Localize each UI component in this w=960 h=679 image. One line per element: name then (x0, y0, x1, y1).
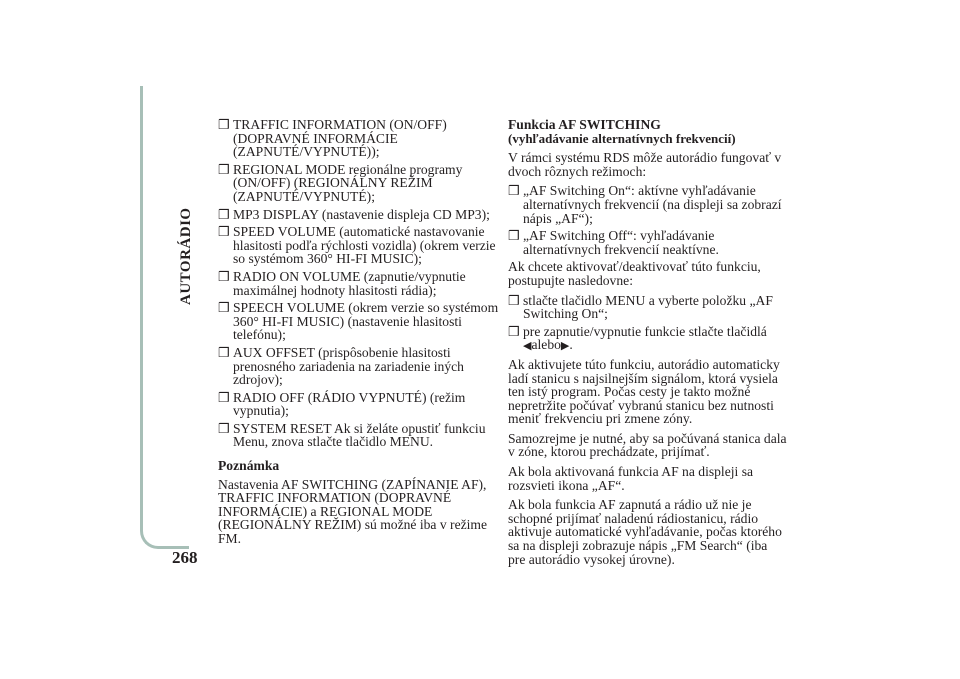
list-item (218, 301, 500, 342)
body-paragraph: Samozrejme je nutné, aby sa počúvaná stanica dala v zóne, ktorou prechádzate, prijímať. (508, 430, 787, 460)
list-item (218, 346, 500, 387)
note-text: Nastavenia AF SWITCHING (ZAPÍNANIE AF), TRAFFIC INFORMATION (DOPRAVNÉ INFORMÁCIE) a REGIONAL MODE (REGIONÁLNY REŽIM) sú možné iba v režime FM. (218, 476, 488, 547)
left-column (218, 118, 500, 552)
arrow-right-icon: ▶ (560, 340, 570, 353)
list-item (218, 208, 500, 222)
checkbox-bullet-icon: ❒ (218, 161, 230, 177)
section-sidebar-frame (140, 110, 189, 549)
arrow-or-text: alebo (531, 337, 561, 353)
list-item (218, 118, 500, 159)
list-item (508, 294, 788, 321)
list-item-text: SYSTEM RESET Ak si želáte opustiť funkciu Menu, znova stlačte tlačidlo MENU. (233, 420, 486, 450)
list-item-text: REGIONAL MODE regionálne programy (ON/OFF) (REGIONÁLNY REŽIM (ZAPNUTÉ/VYPNUTÉ); (233, 161, 463, 204)
list-item (508, 229, 788, 256)
checkbox-bullet-icon: ❒ (218, 224, 230, 240)
checkbox-bullet-icon: ❒ (218, 268, 230, 284)
note-heading: Poznámka (218, 458, 280, 474)
list-item (508, 184, 788, 225)
body-paragraph: Ak bola funkcia AF zapnutá a rádio už nie je schopné prijímať naladenú rádiostanicu, rádio aktivuje automatické vyhľadávanie, počas ktorého sa na displeji zobrazuje nápis „FM Search“ (iba pre autorádio vysokej úrovne). (508, 497, 782, 567)
checkbox-bullet-icon: ❒ (508, 228, 520, 244)
list-item-text: SPEECH VOLUME (okrem verzie so systémom 360° HI-FI MUSIC) (nastavenie hlasitosti telefónu); (233, 300, 499, 343)
list-item (218, 422, 500, 449)
checkbox-bullet-icon: ❒ (218, 344, 230, 360)
list-item-text: MP3 DISPLAY (nastavenie displeja CD MP3); (233, 206, 490, 222)
list-item-text: pre zapnutie/vypnutie funkcie stlačte tlačidlá (523, 323, 767, 339)
body-paragraph: Ak aktivujete túto funkciu, autorádio automaticky ladí stanicu s najsilnejším signálom, ktorá vysiela ten istý program. Počas cesty je takto možné nepretržite počúvať vybranú stanicu bez nutnosti meniť frekvenciu pri zmene zóny. (508, 356, 780, 427)
list-item (218, 225, 500, 266)
checkbox-bullet-icon: ❒ (508, 323, 520, 339)
section-label: AUTORÁDIO (178, 207, 194, 305)
checkbox-bullet-icon: ❒ (218, 300, 230, 316)
checkbox-bullet-icon: ❒ (218, 117, 230, 132)
list-item-text: AUX OFFSET (prispôsobenie hlasitosti prenosného zariadenia na zariadenie iných zdrojov); (233, 344, 464, 388)
arrow-buttons-line (523, 338, 788, 354)
list-item (508, 325, 788, 354)
body-paragraph: Ak bola aktivovaná funkcia AF na displeji sa rozsvieti ikona „AF“. (508, 464, 754, 493)
page-number: 268 (172, 548, 198, 567)
list-item-text: RADIO OFF (RÁDIO VYPNUTÉ) (režim vypnutia); (233, 389, 466, 419)
list-item (218, 270, 500, 297)
right-column (508, 118, 788, 572)
checkbox-bullet-icon: ❒ (508, 183, 520, 199)
activate-intro-paragraph: Ak chcete aktivovať/deaktivovať túto funkciu, postupujte nasledovne: (508, 259, 761, 288)
list-item-text: RADIO ON VOLUME (zapnutie/vypnutie maximálnej hodnoty hlasitosti rádia); (233, 268, 466, 298)
list-item-text: stlačte tlačidlo MENU a vyberte položku „AF Switching On“; (523, 292, 773, 322)
checkbox-bullet-icon: ❒ (508, 292, 520, 308)
intro-paragraph: V rámci systému RDS môže autorádio fungovať v dvoch rôznych režimoch: (508, 150, 782, 179)
checkbox-bullet-icon: ❒ (218, 206, 230, 222)
af-switching-heading (508, 118, 788, 145)
checkbox-bullet-icon: ❒ (218, 420, 230, 436)
arrow-left-icon: ◀ (523, 340, 532, 353)
list-item-text: SPEED VOLUME (automatické nastavovanie hlasitosti podľa rýchlosti vozidla) (okrem verzie so systémom 360° HI-FI MUSIC); (233, 224, 496, 267)
list-item-text: „AF Switching On“: aktívne vyhľadávanie alternatívnych frekvencií (na displeji sa zobrazí nápis „AF“); (523, 183, 782, 226)
list-item-text: TRAFFIC INFORMATION (ON/OFF) (DOPRAVNÉ INFORMÁCIE (ZAPNUTÉ/VYPNUTÉ)); (233, 117, 447, 160)
af-switching-subtitle: (vyhľadávanie alternatívnych frekvencií) (508, 130, 736, 146)
list-item (218, 163, 500, 204)
list-item-text: „AF Switching Off“: vyhľadávanie alternatívnych frekvencií neaktívne. (523, 228, 719, 257)
checkbox-bullet-icon: ❒ (218, 389, 230, 405)
af-switching-title: Funkcia AF SWITCHING (508, 117, 661, 132)
list-item (218, 391, 500, 418)
arrow-end-text: . (569, 337, 573, 353)
